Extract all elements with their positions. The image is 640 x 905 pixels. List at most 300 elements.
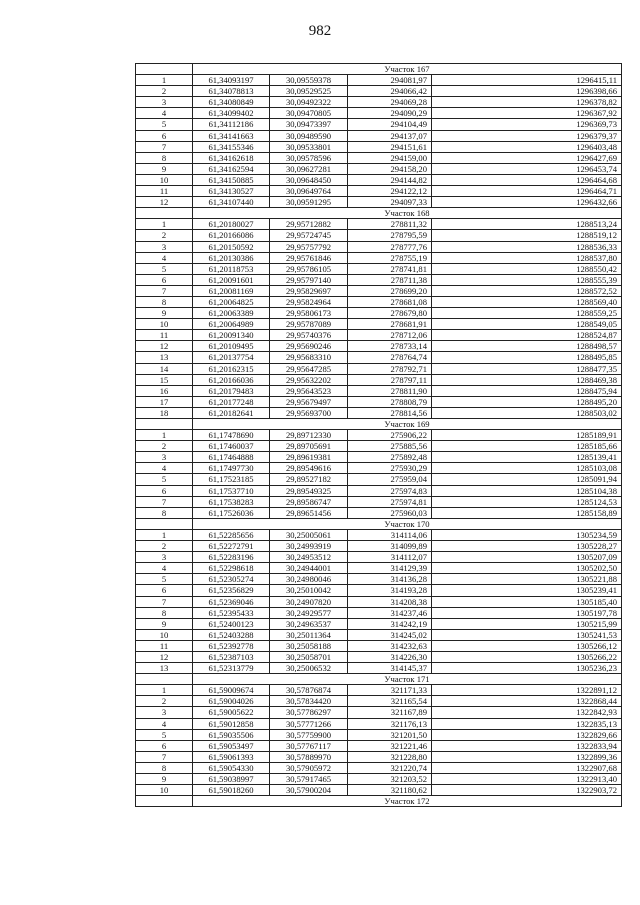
table-row bbox=[136, 407, 622, 418]
table-cell: 1 bbox=[136, 75, 193, 86]
table-cell: 278755,19 bbox=[348, 252, 432, 263]
table-cell: 1305197,78 bbox=[432, 607, 622, 618]
table-cell: 278764,74 bbox=[348, 352, 432, 363]
table-cell: 275930,29 bbox=[348, 463, 432, 474]
table-row bbox=[136, 474, 622, 485]
table-cell: 278814,56 bbox=[348, 407, 432, 418]
table-cell: 30,25058188 bbox=[270, 640, 348, 651]
table-cell: 30,09470805 bbox=[270, 108, 348, 119]
table-cell: 1288495,20 bbox=[432, 396, 622, 407]
section-header-blank-cell bbox=[136, 674, 193, 685]
section-title: Участок 168 bbox=[193, 208, 622, 219]
table-cell: 30,24993919 bbox=[270, 541, 348, 552]
section-header-row bbox=[136, 419, 622, 430]
table-cell: 30,24944001 bbox=[270, 563, 348, 574]
table-row bbox=[136, 563, 622, 574]
table-cell: 30,09559378 bbox=[270, 75, 348, 86]
table-cell: 10 bbox=[136, 629, 193, 640]
table-cell: 30,09489590 bbox=[270, 130, 348, 141]
table-cell: 1296369,73 bbox=[432, 119, 622, 130]
table-cell: 61,20091340 bbox=[193, 330, 270, 341]
table-cell: 61,20137754 bbox=[193, 352, 270, 363]
table-row bbox=[136, 174, 622, 185]
table-cell: 4 bbox=[136, 463, 193, 474]
table-cell: 61,59035506 bbox=[193, 729, 270, 740]
table-cell: 1296367,92 bbox=[432, 108, 622, 119]
table-cell: 321167,89 bbox=[348, 707, 432, 718]
table-row bbox=[136, 774, 622, 785]
table-cell: 61,59038997 bbox=[193, 774, 270, 785]
table-cell: 61,20063389 bbox=[193, 308, 270, 319]
table-cell: 1305266,22 bbox=[432, 651, 622, 662]
table-cell: 2 bbox=[136, 86, 193, 97]
table-row bbox=[136, 685, 622, 696]
table-cell: 294097,33 bbox=[348, 197, 432, 208]
table-cell: 30,57767117 bbox=[270, 740, 348, 751]
table-cell: 29,89549616 bbox=[270, 463, 348, 474]
table-cell: 314193,28 bbox=[348, 585, 432, 596]
table-cell: 61,20162315 bbox=[193, 363, 270, 374]
table-row bbox=[136, 552, 622, 563]
table-cell: 30,09533801 bbox=[270, 141, 348, 152]
table-cell: 6 bbox=[136, 130, 193, 141]
table-cell: 1288572,52 bbox=[432, 285, 622, 296]
table-cell: 61,34107440 bbox=[193, 197, 270, 208]
table-cell: 1288477,35 bbox=[432, 363, 622, 374]
table-cell: 321176,13 bbox=[348, 718, 432, 729]
table-cell: 1288549,05 bbox=[432, 319, 622, 330]
table-cell: 278811,32 bbox=[348, 219, 432, 230]
table-cell: 30,57917465 bbox=[270, 774, 348, 785]
table-cell: 6 bbox=[136, 585, 193, 596]
table-cell: 314099,89 bbox=[348, 541, 432, 552]
table-row bbox=[136, 696, 622, 707]
table-cell: 30,25011364 bbox=[270, 629, 348, 640]
table-row bbox=[136, 197, 622, 208]
table-cell: 11 bbox=[136, 640, 193, 651]
table-cell: 314112,07 bbox=[348, 552, 432, 563]
table-cell: 61,34155346 bbox=[193, 141, 270, 152]
table-cell: 11 bbox=[136, 330, 193, 341]
table-cell: 3 bbox=[136, 707, 193, 718]
table-cell: 29,89712330 bbox=[270, 430, 348, 441]
table-cell: 294090,29 bbox=[348, 108, 432, 119]
table-cell: 275885,56 bbox=[348, 441, 432, 452]
table-cell: 278797,11 bbox=[348, 374, 432, 385]
table-cell: 321180,62 bbox=[348, 785, 432, 796]
table-cell: 30,24929577 bbox=[270, 607, 348, 618]
table-cell: 30,09529525 bbox=[270, 86, 348, 97]
table-cell: 278795,59 bbox=[348, 230, 432, 241]
table-cell: 61,34093197 bbox=[193, 75, 270, 86]
table-cell: 5 bbox=[136, 119, 193, 130]
table-cell: 61,34141663 bbox=[193, 130, 270, 141]
table-cell: 275959,04 bbox=[348, 474, 432, 485]
table-row bbox=[136, 230, 622, 241]
table-cell: 30,57759900 bbox=[270, 729, 348, 740]
table-cell: 1285103,08 bbox=[432, 463, 622, 474]
table-cell: 314242,19 bbox=[348, 618, 432, 629]
section-title: Участок 171 bbox=[193, 674, 622, 685]
table-cell: 321201,50 bbox=[348, 729, 432, 740]
table-cell: 278679,80 bbox=[348, 308, 432, 319]
table-cell: 1288475,94 bbox=[432, 385, 622, 396]
table-cell: 278792,71 bbox=[348, 363, 432, 374]
table-cell: 30,25006532 bbox=[270, 663, 348, 674]
table-cell: 61,17537710 bbox=[193, 485, 270, 496]
table-cell: 29,95757792 bbox=[270, 241, 348, 252]
table-cell: 30,57905972 bbox=[270, 762, 348, 773]
table-cell: 1305185,40 bbox=[432, 596, 622, 607]
table-cell: 9 bbox=[136, 618, 193, 629]
table-cell: 1296464,71 bbox=[432, 186, 622, 197]
table-cell: 29,95724745 bbox=[270, 230, 348, 241]
table-row bbox=[136, 108, 622, 119]
table-cell: 1288503,02 bbox=[432, 407, 622, 418]
table-cell: 1322842,93 bbox=[432, 707, 622, 718]
table-cell: 275906,22 bbox=[348, 430, 432, 441]
table-cell: 294081,97 bbox=[348, 75, 432, 86]
table-cell: 1288519,12 bbox=[432, 230, 622, 241]
table-cell: 294151,61 bbox=[348, 141, 432, 152]
table-cell: 1288498,57 bbox=[432, 341, 622, 352]
table-row bbox=[136, 596, 622, 607]
table-cell: 29,89549325 bbox=[270, 485, 348, 496]
table-cell: 61,20130386 bbox=[193, 252, 270, 263]
table-cell: 278733,14 bbox=[348, 341, 432, 352]
table-cell: 1296464,68 bbox=[432, 174, 622, 185]
table-cell: 61,59012858 bbox=[193, 718, 270, 729]
table-cell: 61,59053497 bbox=[193, 740, 270, 751]
table-cell: 7 bbox=[136, 496, 193, 507]
table-cell: 5 bbox=[136, 474, 193, 485]
table-row bbox=[136, 640, 622, 651]
table-cell: 61,17464888 bbox=[193, 452, 270, 463]
table-cell: 29,89527182 bbox=[270, 474, 348, 485]
table-cell: 1285091,94 bbox=[432, 474, 622, 485]
table-cell: 275974,81 bbox=[348, 496, 432, 507]
section-header-blank-cell bbox=[136, 208, 193, 219]
table-cell: 3 bbox=[136, 552, 193, 563]
table-cell: 61,52403288 bbox=[193, 629, 270, 640]
table-cell: 278712,06 bbox=[348, 330, 432, 341]
table-cell: 1296453,74 bbox=[432, 163, 622, 174]
table-cell: 1288513,24 bbox=[432, 219, 622, 230]
table-cell: 30,57900204 bbox=[270, 785, 348, 796]
table-row bbox=[136, 263, 622, 274]
section-header-row bbox=[136, 64, 622, 75]
table-cell: 61,34112186 bbox=[193, 119, 270, 130]
table-cell: 6 bbox=[136, 274, 193, 285]
table-cell: 2 bbox=[136, 230, 193, 241]
table-row bbox=[136, 651, 622, 662]
table-cell: 12 bbox=[136, 651, 193, 662]
table-cell: 8 bbox=[136, 607, 193, 618]
table-row bbox=[136, 485, 622, 496]
table-row bbox=[136, 219, 622, 230]
table-cell: 61,17526036 bbox=[193, 507, 270, 518]
table-cell: 1305221,88 bbox=[432, 574, 622, 585]
table-cell: 29,95647285 bbox=[270, 363, 348, 374]
table-cell: 2 bbox=[136, 696, 193, 707]
table-cell: 1322835,13 bbox=[432, 718, 622, 729]
table-cell: 61,34130527 bbox=[193, 186, 270, 197]
section-header-row bbox=[136, 674, 622, 685]
table-cell: 4 bbox=[136, 108, 193, 119]
table-row bbox=[136, 97, 622, 108]
table-cell: 314114,06 bbox=[348, 529, 432, 540]
table-row bbox=[136, 252, 622, 263]
table-cell: 1288536,33 bbox=[432, 241, 622, 252]
table-cell: 10 bbox=[136, 785, 193, 796]
table-cell: 1322829,66 bbox=[432, 729, 622, 740]
table-cell: 314237,46 bbox=[348, 607, 432, 618]
table-cell: 294158,20 bbox=[348, 163, 432, 174]
table-cell: 321203,52 bbox=[348, 774, 432, 785]
table-cell: 30,57771266 bbox=[270, 718, 348, 729]
table-cell: 30,09627281 bbox=[270, 163, 348, 174]
table-cell: 61,17523185 bbox=[193, 474, 270, 485]
table-row bbox=[136, 507, 622, 518]
table-cell: 61,52356829 bbox=[193, 585, 270, 596]
table-cell: 1305228,27 bbox=[432, 541, 622, 552]
table-cell: 10 bbox=[136, 319, 193, 330]
table-cell: 61,17538283 bbox=[193, 496, 270, 507]
table-cell: 294104,49 bbox=[348, 119, 432, 130]
table-cell: 314129,39 bbox=[348, 563, 432, 574]
table-cell: 1305215,99 bbox=[432, 618, 622, 629]
table-cell: 12 bbox=[136, 341, 193, 352]
section-header-blank-cell bbox=[136, 796, 193, 807]
table-cell: 1305234,59 bbox=[432, 529, 622, 540]
section-title: Участок 167 bbox=[193, 64, 622, 75]
table-cell: 61,20180027 bbox=[193, 219, 270, 230]
table-row bbox=[136, 86, 622, 97]
table-cell: 61,52400123 bbox=[193, 618, 270, 629]
table-row bbox=[136, 452, 622, 463]
table-cell: 1305239,41 bbox=[432, 585, 622, 596]
table-row bbox=[136, 762, 622, 773]
table-cell: 8 bbox=[136, 152, 193, 163]
table-cell: 294122,12 bbox=[348, 186, 432, 197]
table-cell: 61,34162618 bbox=[193, 152, 270, 163]
table-row bbox=[136, 740, 622, 751]
table-cell: 9 bbox=[136, 163, 193, 174]
table-row bbox=[136, 430, 622, 441]
table-cell: 30,25058701 bbox=[270, 651, 348, 662]
table-cell: 1288559,25 bbox=[432, 308, 622, 319]
table-cell: 321221,46 bbox=[348, 740, 432, 751]
table-cell: 61,52392778 bbox=[193, 640, 270, 651]
table-cell: 1285185,66 bbox=[432, 441, 622, 452]
table-cell: 9 bbox=[136, 774, 193, 785]
table-cell: 61,34099402 bbox=[193, 108, 270, 119]
table-row bbox=[136, 374, 622, 385]
table-row bbox=[136, 308, 622, 319]
table-cell: 314226,30 bbox=[348, 651, 432, 662]
table-row bbox=[136, 341, 622, 352]
table-cell: 1296415,11 bbox=[432, 75, 622, 86]
table-cell: 7 bbox=[136, 596, 193, 607]
table-cell: 294066,42 bbox=[348, 86, 432, 97]
table-cell: 30,09591295 bbox=[270, 197, 348, 208]
table-cell: 314245,02 bbox=[348, 629, 432, 640]
table-cell: 8 bbox=[136, 296, 193, 307]
table-cell: 1305236,23 bbox=[432, 663, 622, 674]
table-cell: 5 bbox=[136, 263, 193, 274]
table-cell: 275974,83 bbox=[348, 485, 432, 496]
section-header-row bbox=[136, 518, 622, 529]
table-cell: 30,09649764 bbox=[270, 186, 348, 197]
table-cell: 314208,38 bbox=[348, 596, 432, 607]
table-cell: 29,95740376 bbox=[270, 330, 348, 341]
table-cell: 1305241,53 bbox=[432, 629, 622, 640]
table-cell: 12 bbox=[136, 197, 193, 208]
table-cell: 1322891,12 bbox=[432, 685, 622, 696]
table-cell: 29,95829697 bbox=[270, 285, 348, 296]
table-cell: 321220,74 bbox=[348, 762, 432, 773]
table-cell: 30,57889970 bbox=[270, 751, 348, 762]
table-cell: 5 bbox=[136, 574, 193, 585]
table-row bbox=[136, 285, 622, 296]
table-cell: 29,89705691 bbox=[270, 441, 348, 452]
table-row bbox=[136, 152, 622, 163]
table-cell: 29,95797140 bbox=[270, 274, 348, 285]
table-cell: 314145,37 bbox=[348, 663, 432, 674]
table-cell: 61,20182641 bbox=[193, 407, 270, 418]
table-cell: 1288524,87 bbox=[432, 330, 622, 341]
table-row bbox=[136, 607, 622, 618]
table-row bbox=[136, 441, 622, 452]
table-cell: 29,95683310 bbox=[270, 352, 348, 363]
table-cell: 1288469,38 bbox=[432, 374, 622, 385]
table-cell: 3 bbox=[136, 97, 193, 108]
section-title: Участок 172 bbox=[193, 796, 622, 807]
table-cell: 29,95712882 bbox=[270, 219, 348, 230]
table-row bbox=[136, 163, 622, 174]
table-cell: 7 bbox=[136, 751, 193, 762]
table-cell: 61,20179483 bbox=[193, 385, 270, 396]
table-cell: 30,24953512 bbox=[270, 552, 348, 563]
table-row bbox=[136, 186, 622, 197]
table-cell: 314232,63 bbox=[348, 640, 432, 651]
table-cell: 321228,80 bbox=[348, 751, 432, 762]
table-cell: 8 bbox=[136, 507, 193, 518]
table-cell: 1305202,50 bbox=[432, 563, 622, 574]
table-cell: 30,57834420 bbox=[270, 696, 348, 707]
table-cell: 3 bbox=[136, 241, 193, 252]
table-row bbox=[136, 241, 622, 252]
table-cell: 29,95693700 bbox=[270, 407, 348, 418]
table-cell: 29,95824964 bbox=[270, 296, 348, 307]
table-cell: 321165,54 bbox=[348, 696, 432, 707]
table-cell: 61,20177248 bbox=[193, 396, 270, 407]
table-cell: 1 bbox=[136, 219, 193, 230]
table-cell: 29,95690246 bbox=[270, 341, 348, 352]
table-row bbox=[136, 541, 622, 552]
table-cell: 61,52305274 bbox=[193, 574, 270, 585]
section-header-row bbox=[136, 208, 622, 219]
table-cell: 1288537,80 bbox=[432, 252, 622, 263]
table-cell: 1 bbox=[136, 529, 193, 540]
table-cell: 29,95786105 bbox=[270, 263, 348, 274]
table-cell: 278699,20 bbox=[348, 285, 432, 296]
table-cell: 61,52283196 bbox=[193, 552, 270, 563]
table-cell: 4 bbox=[136, 718, 193, 729]
table-cell: 1296432,66 bbox=[432, 197, 622, 208]
table-row bbox=[136, 574, 622, 585]
table-cell: 30,24980046 bbox=[270, 574, 348, 585]
table-cell: 30,25010042 bbox=[270, 585, 348, 596]
table-cell: 1322833,94 bbox=[432, 740, 622, 751]
table-row bbox=[136, 296, 622, 307]
table-cell: 61,20118753 bbox=[193, 263, 270, 274]
table-row bbox=[136, 785, 622, 796]
table-cell: 61,34162594 bbox=[193, 163, 270, 174]
table-cell: 278681,91 bbox=[348, 319, 432, 330]
table-cell: 1322899,36 bbox=[432, 751, 622, 762]
section-title: Участок 170 bbox=[193, 518, 622, 529]
table-cell: 30,57876874 bbox=[270, 685, 348, 696]
table-cell: 294144,82 bbox=[348, 174, 432, 185]
table-cell: 1 bbox=[136, 430, 193, 441]
table-cell: 61,20166086 bbox=[193, 230, 270, 241]
section-header-blank-cell bbox=[136, 518, 193, 529]
table-cell: 1296398,66 bbox=[432, 86, 622, 97]
table-row bbox=[136, 363, 622, 374]
coordinates-table-body bbox=[136, 64, 622, 807]
table-cell: 278741,81 bbox=[348, 263, 432, 274]
table-cell: 1288569,40 bbox=[432, 296, 622, 307]
table-cell: 9 bbox=[136, 308, 193, 319]
table-cell: 17 bbox=[136, 396, 193, 407]
table-row bbox=[136, 718, 622, 729]
table-cell: 61,59018260 bbox=[193, 785, 270, 796]
table-cell: 1296427,69 bbox=[432, 152, 622, 163]
table-cell: 1305266,12 bbox=[432, 640, 622, 651]
table-row bbox=[136, 707, 622, 718]
table-cell: 61,59004026 bbox=[193, 696, 270, 707]
table-cell: 5 bbox=[136, 729, 193, 740]
table-cell: 14 bbox=[136, 363, 193, 374]
table-cell: 314136,28 bbox=[348, 574, 432, 585]
table-row bbox=[136, 130, 622, 141]
table-cell: 1322903,72 bbox=[432, 785, 622, 796]
table-cell: 1288495,85 bbox=[432, 352, 622, 363]
table-cell: 29,95679497 bbox=[270, 396, 348, 407]
table-cell: 321171,33 bbox=[348, 685, 432, 696]
section-header-row bbox=[136, 796, 622, 807]
table-cell: 61,34078813 bbox=[193, 86, 270, 97]
table-cell: 61,59009674 bbox=[193, 685, 270, 696]
table-row bbox=[136, 529, 622, 540]
table-cell: 61,17478690 bbox=[193, 430, 270, 441]
table-cell: 61,20081169 bbox=[193, 285, 270, 296]
table-cell: 1285158,89 bbox=[432, 507, 622, 518]
table-cell: 294069,28 bbox=[348, 97, 432, 108]
table-row bbox=[136, 585, 622, 596]
table-cell: 30,57786297 bbox=[270, 707, 348, 718]
table-cell: 61,59054330 bbox=[193, 762, 270, 773]
table-cell: 29,95806173 bbox=[270, 308, 348, 319]
table-row bbox=[136, 330, 622, 341]
table-cell: 278808,79 bbox=[348, 396, 432, 407]
table-cell: 29,95632202 bbox=[270, 374, 348, 385]
table-cell: 3 bbox=[136, 452, 193, 463]
table-row bbox=[136, 663, 622, 674]
table-cell: 1285104,38 bbox=[432, 485, 622, 496]
section-header-blank-cell bbox=[136, 64, 193, 75]
